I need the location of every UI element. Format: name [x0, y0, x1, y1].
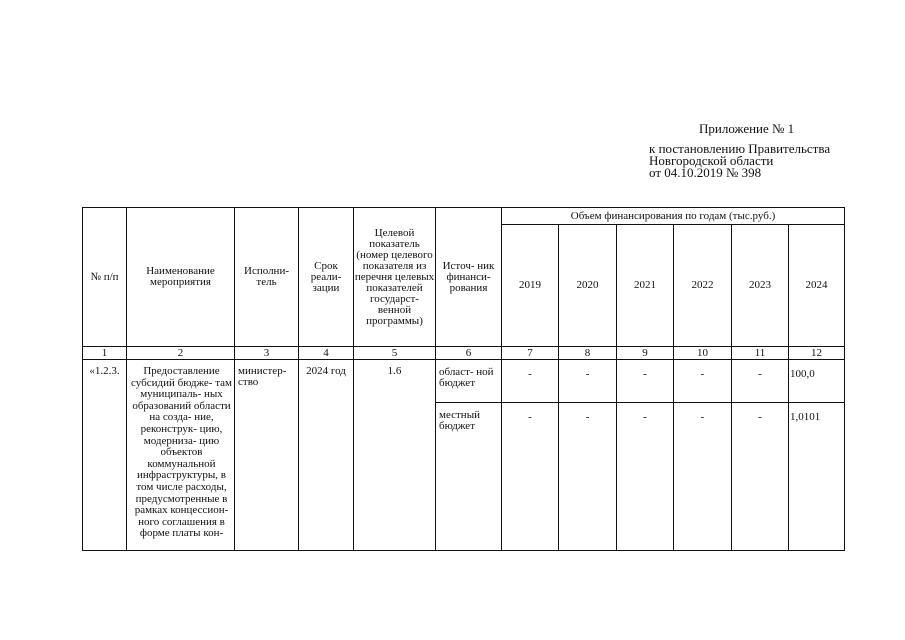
funding-value: -: [674, 360, 732, 403]
appendix-line-resolution: к постановлению Правительства: [649, 141, 831, 156]
header-year: 2021: [617, 225, 674, 347]
row-num: «1.2.3.: [83, 360, 127, 551]
row-name: Предоставление субсидий бюдже- там муниципаль- ных образований области на созда- ние, реконструк- цию, модерниза- цию объектов коммунальной инфраструктуры, в том числе расходы, предусмотренные в рамках концессион- ного соглашения в форме платы кон-: [127, 360, 235, 551]
header-year: 2019: [502, 225, 559, 347]
row-term: 2024 год: [299, 360, 354, 551]
column-number: 12: [789, 347, 845, 360]
funding-value: 1,0101: [789, 403, 845, 551]
header-term: Срок реали- зации: [299, 208, 354, 347]
funding-value: -: [674, 403, 732, 551]
header-year: 2023: [732, 225, 789, 347]
column-number-row: [83, 347, 845, 360]
header-year: 2024: [789, 225, 845, 347]
funding-value: -: [502, 360, 559, 403]
column-number: 10: [674, 347, 732, 360]
column-number: 11: [732, 347, 789, 360]
column-number: 5: [354, 347, 436, 360]
column-number: 9: [617, 347, 674, 360]
header-executor: Исполни- тель: [235, 208, 299, 347]
column-number: 7: [502, 347, 559, 360]
funding-source-regional: област- ной бюджет: [436, 360, 502, 403]
header-indicator: Целевой показатель (номер целевого показателя из перечня целевых показателей государст- венной программы): [354, 208, 436, 347]
column-number: 4: [299, 347, 354, 360]
funding-value: -: [732, 403, 789, 551]
header-num: № п/п: [83, 208, 127, 347]
header-funding-group: Объем финансирования по годам (тыс.руб.): [502, 208, 845, 225]
funding-table: [82, 207, 845, 551]
header-name: Наименование мероприятия: [127, 208, 235, 347]
table-row: [83, 360, 845, 403]
funding-value: -: [617, 360, 674, 403]
column-number: 8: [559, 347, 617, 360]
funding-value: -: [559, 360, 617, 403]
header-row-top: [83, 208, 845, 225]
column-number: 3: [235, 347, 299, 360]
funding-value: -: [617, 403, 674, 551]
header-source: Источ- ник финанси- рования: [436, 208, 502, 347]
funding-value: -: [559, 403, 617, 551]
funding-value: 100,0: [789, 360, 845, 403]
funding-source-local: местный бюджет: [436, 403, 502, 551]
row-executor: министер- ство: [235, 360, 299, 551]
column-number: 1: [83, 347, 127, 360]
column-number: 2: [127, 347, 235, 360]
funding-value: -: [732, 360, 789, 403]
appendix-line-region: Новгородской области: [649, 153, 774, 168]
column-number: 6: [436, 347, 502, 360]
appendix-line-date-number: от 04.10.2019 № 398: [649, 165, 762, 180]
appendix-title: Приложение № 1: [699, 121, 795, 136]
funding-value: -: [502, 403, 559, 551]
row-indicator: 1.6: [354, 360, 436, 551]
header-year: 2020: [559, 225, 617, 347]
header-year: 2022: [674, 225, 732, 347]
